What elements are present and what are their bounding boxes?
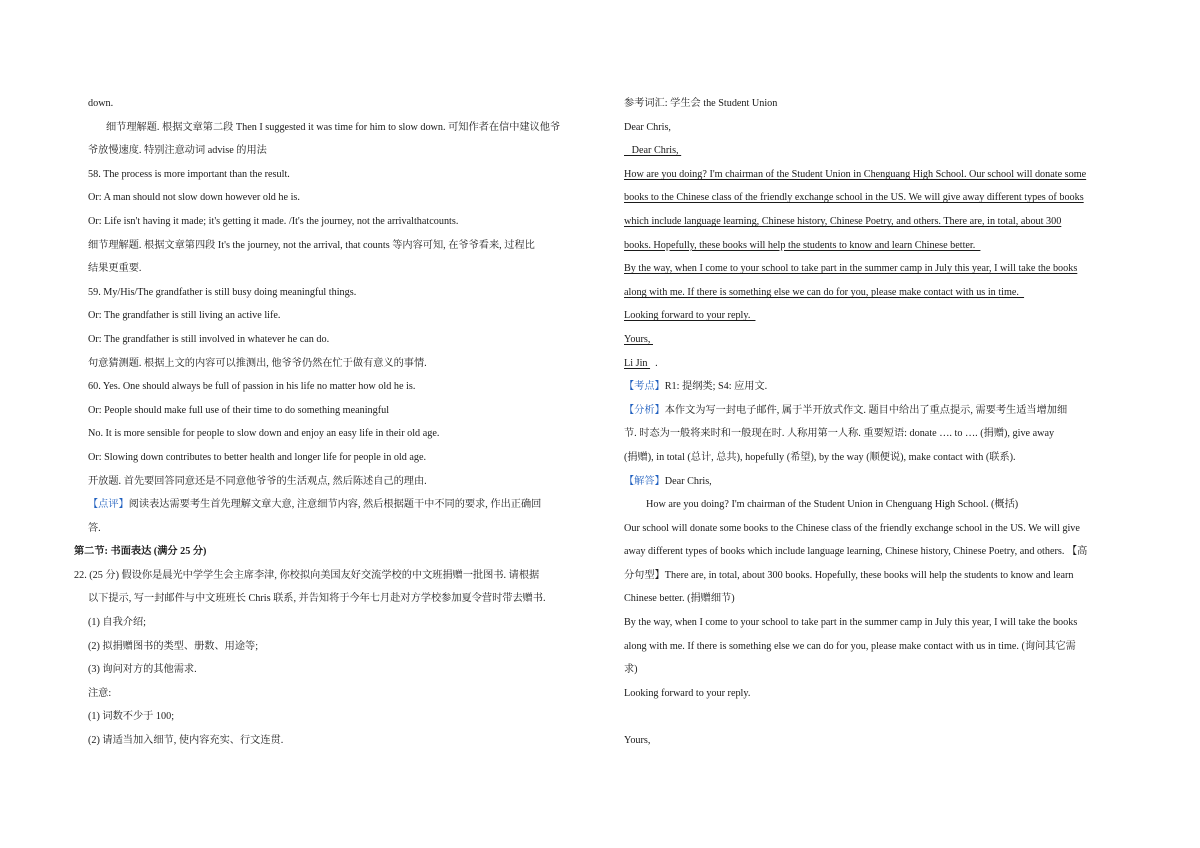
text-line: 分句型】There are, in total, about 300 books. Hopefully, these books will help the students to know and learn [624, 569, 1074, 581]
left-column [74, 92, 588, 753]
prompt-item: (2) 拟捐赠图书的类型、册数、用途等; [88, 640, 259, 652]
jieda-tag: 【解答】 [624, 475, 665, 487]
note-item: (2) 请适当加入细节, 使内容充实、行文连贯. [88, 735, 284, 747]
text-line: away different types of books which include language learning, Chinese history, Chinese Poetry, and others. 【高 [624, 546, 1088, 558]
salutation: Dear Chris, [624, 121, 671, 133]
answer-58: 58. The process is more important than the result. [88, 168, 290, 180]
text-line: Or: A man should not slow down however old he is. [88, 192, 300, 204]
text-line: along with me. If there is something else we can do for you, please make contact with us in time. (询问其它需 [624, 640, 1076, 652]
text-line: 节. 时态为一般将来时和一般现在时. 人称用第一人称. 重要短语: donate …. to …. (捐赠), give away [624, 428, 1055, 440]
kaodian-tag: 【考点】 [624, 381, 665, 393]
answer-60: 60. Yes. One should always be full of passion in his life no matter how old he is. [88, 381, 416, 393]
comment-line: 【点评】阅读表达需要考生首先理解文章大意, 注意细节内容, 然后根据题干中不同的要求, 作出正确回 [88, 499, 542, 511]
spacer [624, 705, 1128, 729]
text-line: Chinese better. (捐赠细节) [624, 593, 735, 605]
question-22: 22. (25 分) 假设你是晨光中学学生会主席李津, 你校拟向美国友好交流学校的中文班捐赠一批图书. 请根据 [74, 569, 540, 581]
comment-tag: 【点评】 [88, 499, 129, 511]
text-line: 细节理解题. 根据文章第二段 Then I suggested it was time for him to slow down. 可知作者在信中建议他爷 [106, 121, 561, 133]
section-heading: 第二节: 书面表达 (满分 25 分) [74, 546, 207, 558]
answer-line: which include language learning, Chinese history, Chinese Poetry, and others. There are, in total, about 300 [624, 215, 1062, 227]
text-line: By the way, when I come to your school to take part in the summer camp in July this year, I will take the books [624, 617, 1078, 629]
text-line: 开放题. 首先要回答同意还是不同意他爷爷的生活观点, 然后陈述自己的理由. [88, 475, 427, 487]
text-line: Looking forward to your reply. [624, 687, 751, 699]
text-line: 答. [88, 522, 101, 534]
right-column [624, 92, 1128, 753]
jieda-line: 【解答】Dear Chris, [624, 475, 712, 487]
text-line: Or: The grandfather is still involved in whatever he can do. [88, 333, 330, 345]
text-line: Or: Life isn't having it made; it's getting it made. /It's the journey, not the arrivalthatcounts. [88, 215, 459, 227]
answer-line: along with me. If there is something else we can do for you, please make contact with us in time. [624, 286, 1025, 298]
vocab-hint: 参考词汇: 学生会 the Student Union [624, 98, 778, 109]
signature: Li Jin [624, 357, 651, 369]
text-line: down. [88, 98, 114, 109]
text-line: 结果更重要. [88, 263, 142, 275]
answer-line: Looking forward to your reply. [624, 310, 756, 322]
text-line: 爷放慢速度. 特别注意动词 advise 的用法 [88, 145, 267, 157]
text-line: Or: People should make full use of their time to do something meaningful [88, 404, 390, 416]
answer-line: Yours, [624, 333, 653, 345]
text-line: 句意猜测题. 根据上文的内容可以推测出, 他爷爷仍然在忙于做有意义的事情. [88, 357, 427, 369]
answer-salutation: Dear Chris, [624, 145, 682, 157]
closing: Yours, [624, 735, 651, 747]
signature-line: Li Jin . [624, 357, 658, 369]
answer-line: By the way, when I come to your school to take part in the summer camp in July this year, I will take the books [624, 263, 1078, 275]
text-line: 以下提示, 写一封邮件与中文班班长 Chris 联系, 并告知将于今年七月赴对方学校参加夏令营时带去赠书. [88, 593, 546, 605]
text-line: No. It is more sensible for people to slow down and enjoy an easy life in their old age. [88, 428, 440, 440]
answer-59: 59. My/His/The grandfather is still busy doing meaningful things. [88, 286, 357, 298]
text-line: Our school will donate some books to the Chinese class of the friendly exchange school in the US. We will give [624, 522, 1080, 534]
text-line: (捐赠), in total (总计, 总共), hopefully (希望), by the way (顺便说), make contact with (联系). [624, 451, 1016, 463]
text-line: How are you doing? I'm chairman of the Student Union in Chenguang High School. (概括) [646, 499, 1019, 511]
answer-line: How are you doing? I'm chairman of the Student Union in Chenguang High School. Our school will donate some [624, 168, 1087, 180]
fenxi-line: 【分析】本作文为写一封电子邮件, 属于半开放式作文. 题目中给出了重点提示, 需要考生适当增加细 [624, 404, 1068, 416]
prompt-item: (3) 询问对方的其他需求. [88, 664, 197, 676]
fenxi-tag: 【分析】 [624, 404, 665, 416]
note-item: (1) 词数不少于 100; [88, 711, 175, 723]
text-line: Or: The grandfather is still living an active life. [88, 310, 281, 322]
note-label: 注意: [88, 687, 112, 699]
text-line: Or: Slowing down contributes to better health and longer life for people in old age. [88, 451, 427, 463]
answer-line: books. Hopefully, these books will help the students to know and learn Chinese better. [624, 239, 981, 251]
kaodian-line: 【考点】R1: 提纲类; S4: 应用文. [624, 381, 768, 393]
answer-line: books to the Chinese class of the friendly exchange school in the US. We will give away different types of books [624, 192, 1084, 204]
text-line: 细节理解题. 根据文章第四段 It's the journey, not the arrival, that counts 等内容可知, 在爷爷看来, 过程比 [88, 239, 535, 251]
text-line: 求) [624, 664, 638, 676]
prompt-item: (1) 自我介绍; [88, 617, 147, 629]
